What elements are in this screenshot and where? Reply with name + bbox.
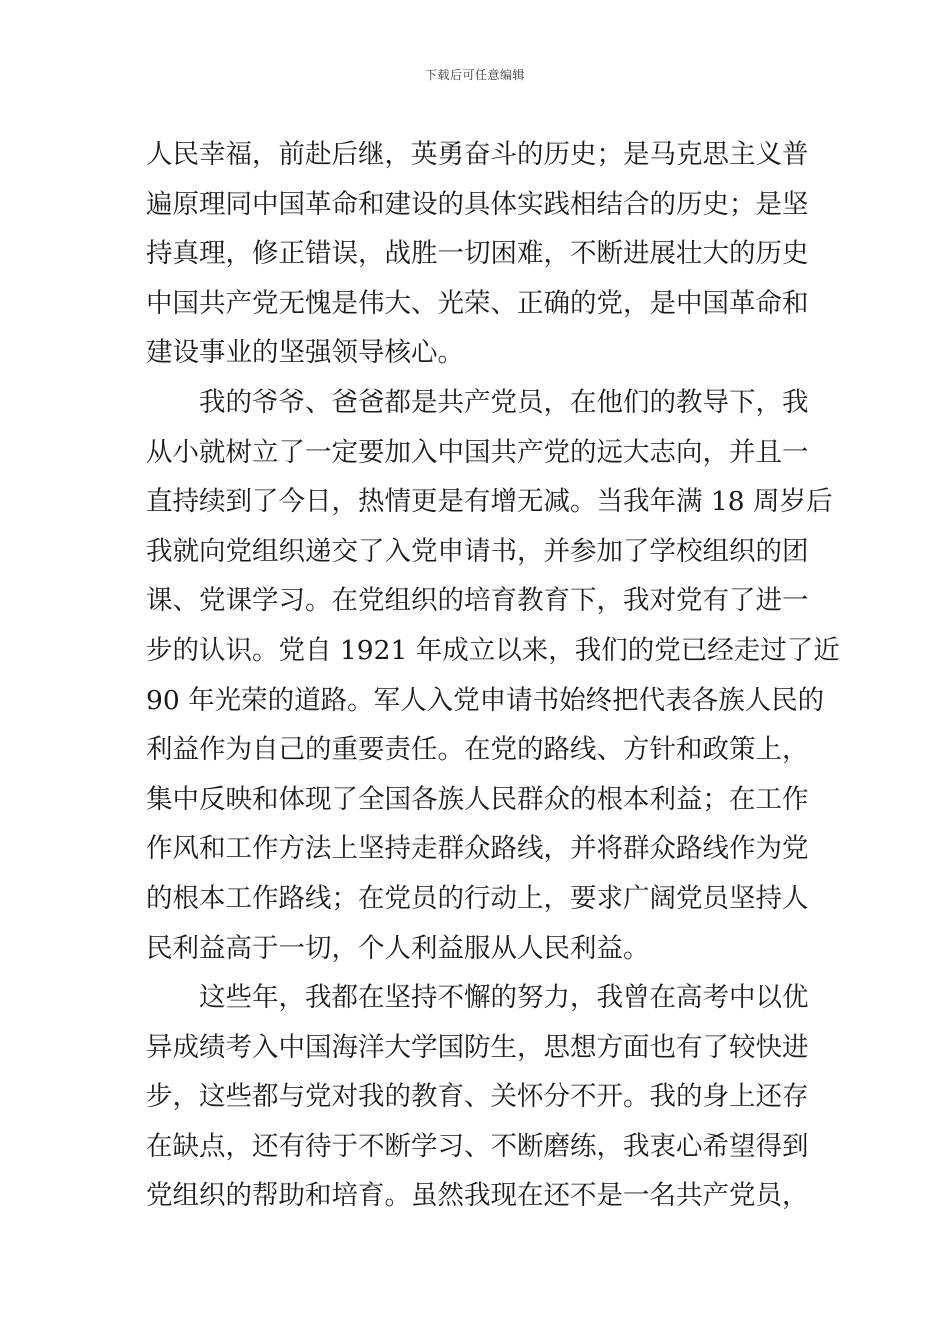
text-line: 从小就树立了一定要加入中国共产党的远大志向，并且一 <box>146 436 809 468</box>
text-line: 作风和工作方法上坚持走群众路线，并将群众路线作为党 <box>146 833 809 865</box>
text-line: 步的认识。党自 1921 年成立以来，我们的党已经走过了近 <box>146 634 840 666</box>
text-line: 直持续到了今日，热情更是有增无减。当我年满 18 周岁后 <box>146 486 833 518</box>
text-line: 异成绩考入中国海洋大学国防生，思想方面也有了较快进 <box>146 1031 809 1063</box>
text-line: 利益作为自己的重要责任。在党的路线、方针和政策上， <box>146 734 809 766</box>
text-line: 的根本工作路线；在党员的行动上，要求广阔党员坚持人 <box>146 882 809 914</box>
text-line: 民利益高于一切，个人利益服从人民利益。 <box>146 932 650 964</box>
text-line: 党组织的帮助和培育。虽然我现在还不是一名共产党员， <box>146 1180 809 1212</box>
paragraph <box>146 378 840 973</box>
text-line: 我的爷爷、爸爸都是共产党员，在他们的教导下，我 <box>199 386 809 418</box>
text-line: 建设事业的坚强领导核心。 <box>146 337 464 369</box>
text-line: 持真理，修正错误，战胜一切困难，不断进展壮大的历史 <box>146 238 809 270</box>
text-line: 在缺点，还有待于不断学习、不断磨练，我衷心希望得到 <box>146 1130 809 1162</box>
text-line: 遍原理同中国革命和建设的具体实践相结合的历史；是坚 <box>146 188 809 220</box>
text-line: 中国共产党无愧是伟大、光荣、正确的党，是中国革命和 <box>146 287 809 319</box>
text-line: 集中反映和体现了全国各族人民群众的根本利益；在工作 <box>146 783 809 815</box>
paragraph <box>146 130 809 378</box>
text-line: 步，这些都与党对我的教育、关怀分不开。我的身上还存 <box>146 1081 809 1113</box>
paragraph <box>146 973 809 1221</box>
document-body <box>146 130 840 1221</box>
page-header: 下载后可任意编辑 <box>424 68 525 82</box>
text-line: 课、党课学习。在党组织的培育教育下，我对党有了进一 <box>146 585 809 617</box>
text-line: 人民幸福，前赴后继，英勇奋斗的历史；是马克思主义普 <box>146 139 809 170</box>
text-line: 我就向党组织递交了入党申请书，并参加了学校组织的团 <box>146 535 809 567</box>
text-line: 90 年光荣的道路。军人入党申请书始终把代表各族人民的 <box>146 684 825 716</box>
text-line: 这些年，我都在坚持不懈的努力，我曾在高考中以优 <box>199 982 809 1014</box>
